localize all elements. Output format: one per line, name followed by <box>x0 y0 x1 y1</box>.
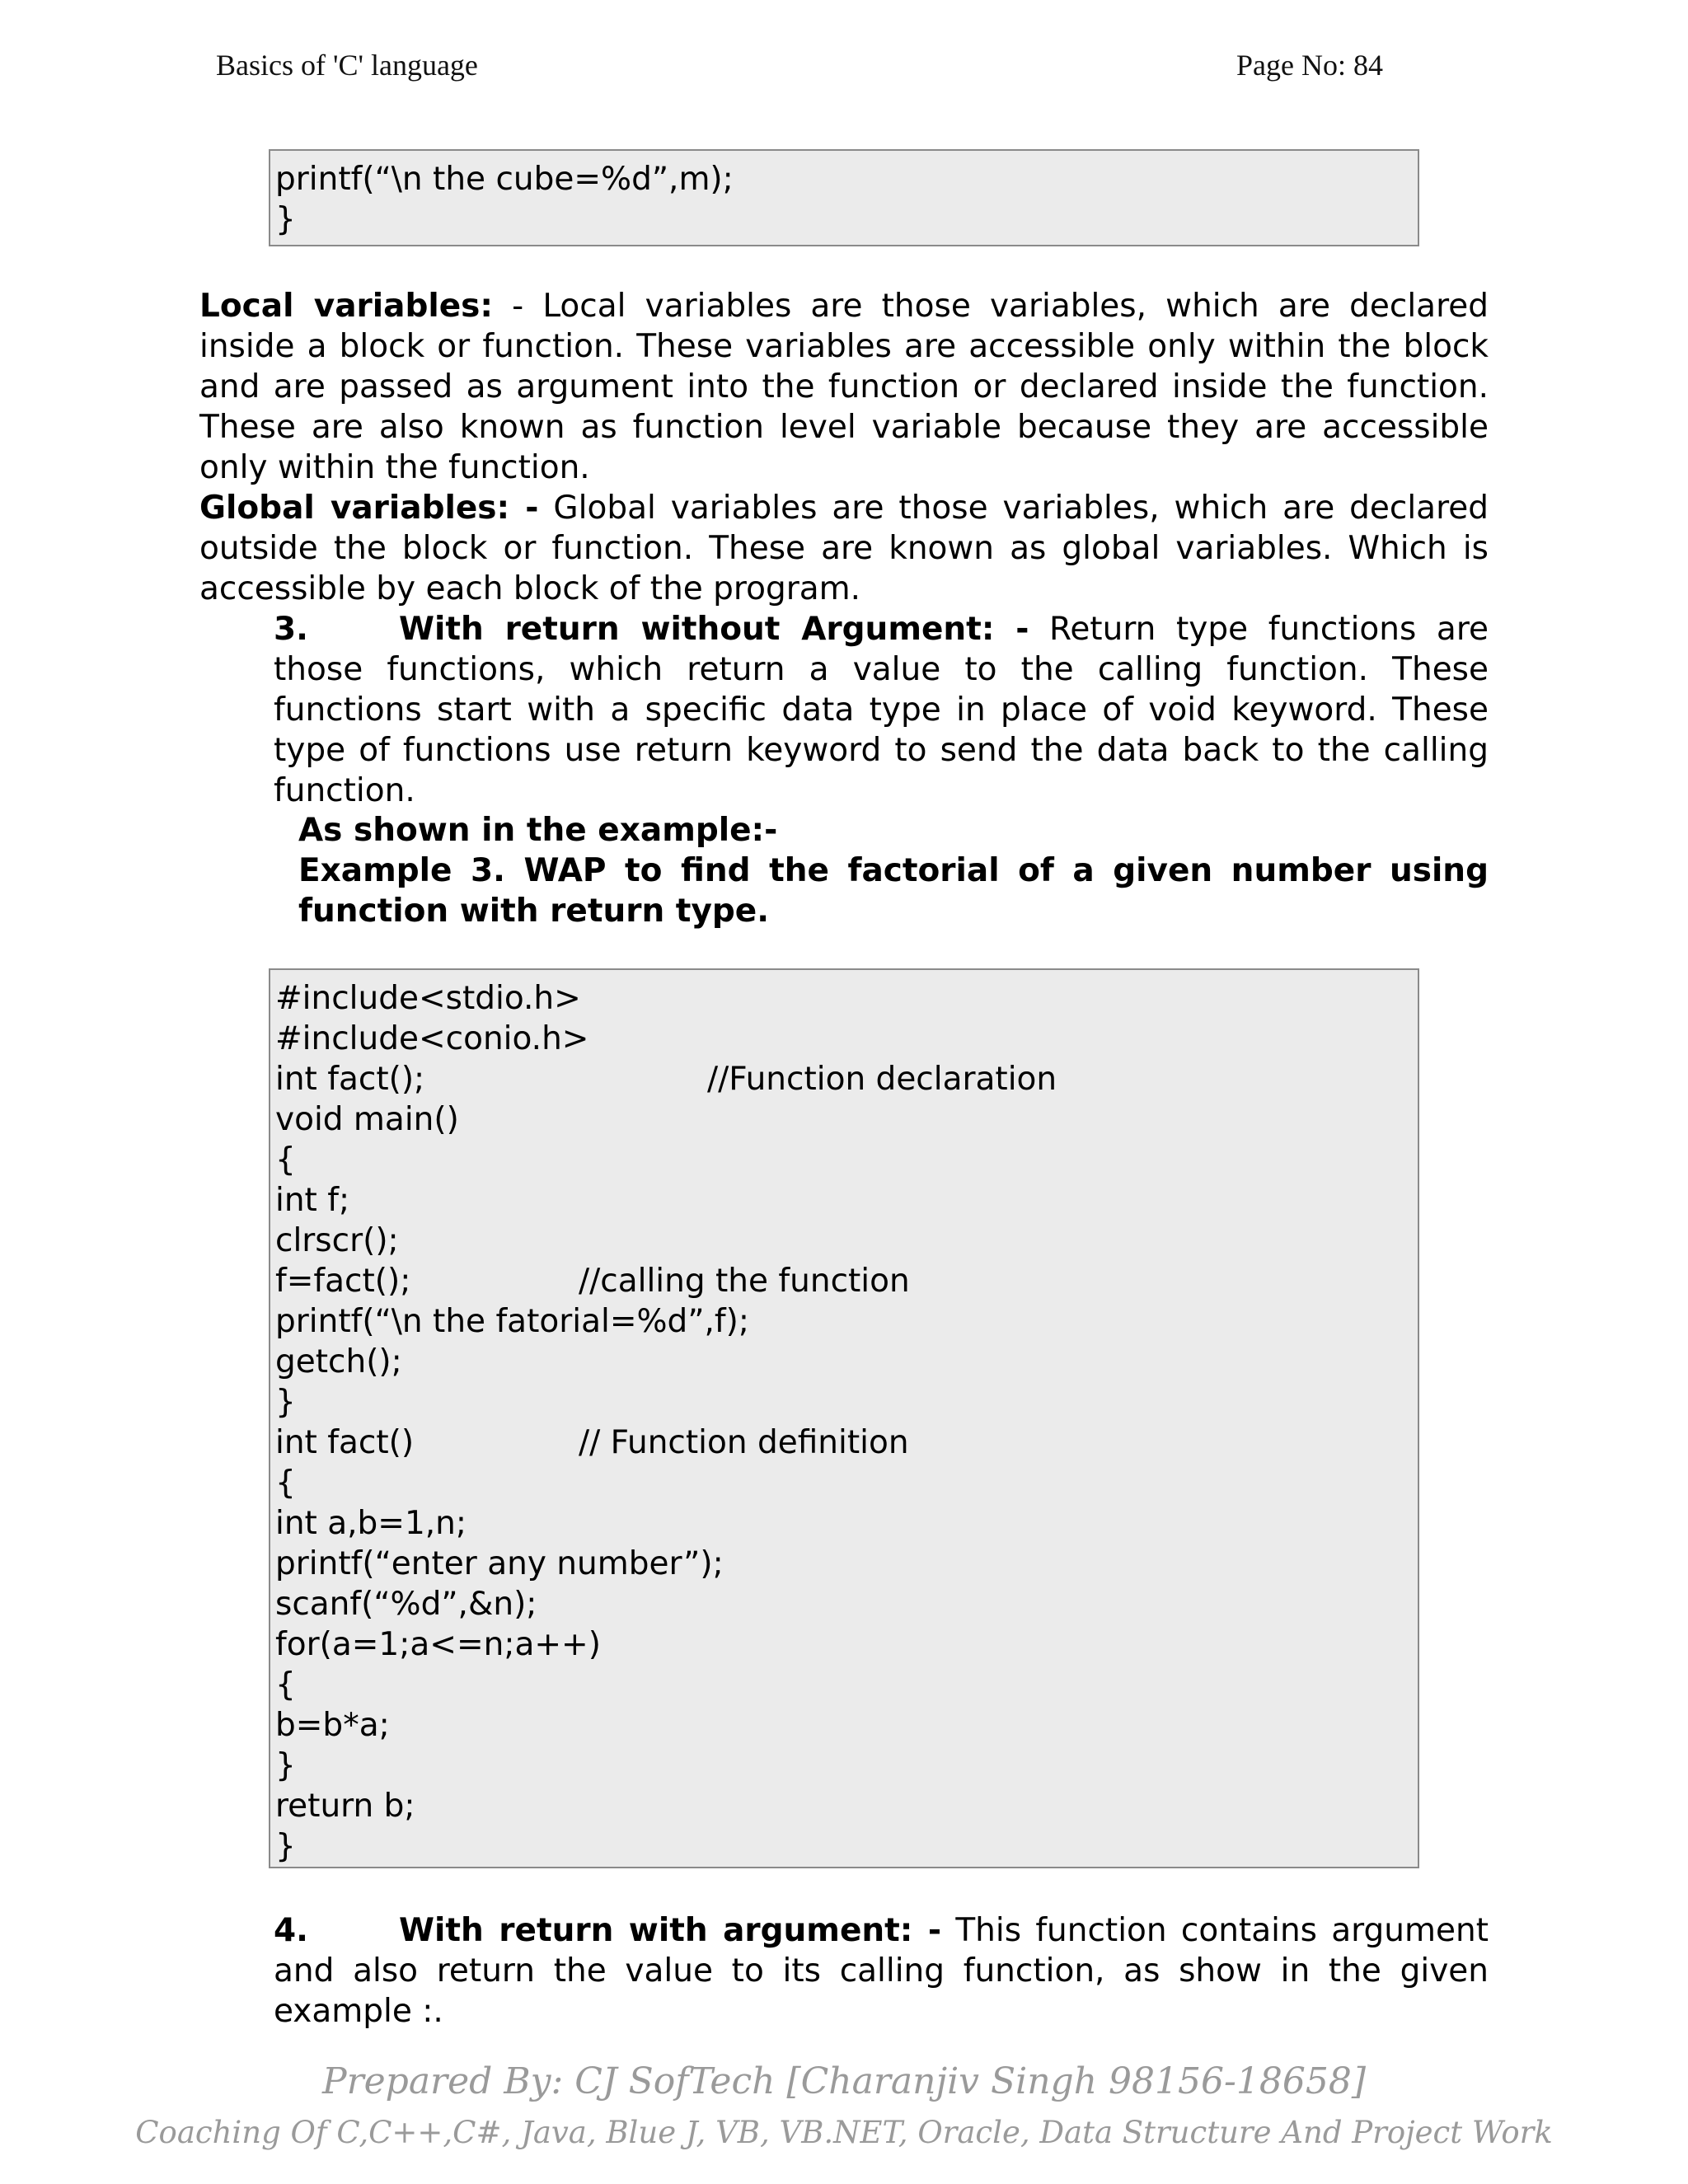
code-line: clrscr(); <box>275 1222 399 1259</box>
example-title: Example 3. WAP to find the factorial of a given number using function with return type. <box>298 852 1489 930</box>
code-line: scanf(“%d”,&n); <box>275 1586 537 1623</box>
code-line: for(a=1;a<=n;a++) <box>275 1626 601 1663</box>
page-number: Page No: 84 <box>1236 49 1383 82</box>
header-title: Basics of 'C' language <box>216 49 478 82</box>
code-text: int fact(); <box>275 1061 425 1098</box>
code-line: } <box>275 201 296 238</box>
section-3-heading: With return without Argument: - <box>399 611 1029 648</box>
code-line: b=b*a; <box>275 1707 390 1744</box>
code-line: printf(“\n the fatorial=%d”,f); <box>275 1303 750 1340</box>
code-line: printf(“\n the cube=%d”,m); <box>275 161 734 198</box>
section-4-paragraph <box>274 1910 1489 2032</box>
section-4-number: 4. <box>274 1912 308 1949</box>
code-text: int fact() <box>275 1424 415 1461</box>
local-variables-text: - Local variables are those variables, which are declared inside a block or function. These variables are accessible only within the block and are passed as argument into the function or declared inside the function. These are also known as function level variable because they are accessible only within the function. <box>199 288 1489 486</box>
section-4-text: This function contains argument and also return the value to its calling function, as show in the given example :. <box>274 1912 1489 2030</box>
code-line: { <box>275 1666 296 1704</box>
global-variables-term: Global variables: - <box>199 490 539 527</box>
code-line <box>275 1261 1413 1301</box>
code-line <box>275 1422 1413 1463</box>
footer-coaching: Coaching Of C,C++,C#, Java, Blue J, VB, VB.NET, Oracle, Data Structure And Project Work <box>135 2115 1553 2150</box>
code-line: } <box>275 1828 296 1865</box>
footer-prepared-by: Prepared By: CJ SofTech [Charanjiv Singh 98156-18658] <box>321 2060 1367 2102</box>
code-line: #include<stdio.h> <box>275 980 581 1017</box>
code-line: } <box>275 1384 296 1421</box>
section-3-number: 3. <box>274 611 308 648</box>
global-variables-paragraph <box>199 488 1489 609</box>
code-comment: //calling the function <box>579 1263 910 1300</box>
code-block-top <box>269 149 1419 246</box>
code-text: f=fact(); <box>275 1263 411 1300</box>
code-comment: //Function declaration <box>707 1061 1057 1098</box>
section-3-text: Return type functions are those functions, which return a value to the calling function. These functions start with a specific data type in place of void keyword. These type of functions use return keyword to send the data back to the calling function. <box>274 611 1489 809</box>
local-variables-term: Local variables: <box>199 288 493 325</box>
global-variables-text: Global variables are those variables, which are declared outside the block or function. These are known as global variables. Which is accessible by each block of the program. <box>199 490 1489 607</box>
code-line: } <box>275 1747 296 1784</box>
code-line: #include<conio.h> <box>275 1020 589 1057</box>
code-line: int a,b=1,n; <box>275 1505 467 1542</box>
section-3-paragraph <box>274 609 1489 811</box>
code-line: void main() <box>275 1101 459 1138</box>
code-line: printf(“enter any number”); <box>275 1545 724 1582</box>
code-line: { <box>275 1465 296 1502</box>
code-line: int f; <box>275 1182 350 1219</box>
code-line: return b; <box>275 1788 415 1825</box>
example-intro: As shown in the example:- <box>298 812 778 849</box>
code-line: { <box>275 1141 296 1179</box>
code-line: getch(); <box>275 1343 402 1380</box>
section-4-heading: With return with argument: - <box>399 1912 942 1949</box>
code-comment: // Function definition <box>579 1424 909 1461</box>
local-variables-paragraph <box>199 286 1489 488</box>
code-block-main <box>269 968 1419 1868</box>
code-line <box>275 1059 1413 1099</box>
